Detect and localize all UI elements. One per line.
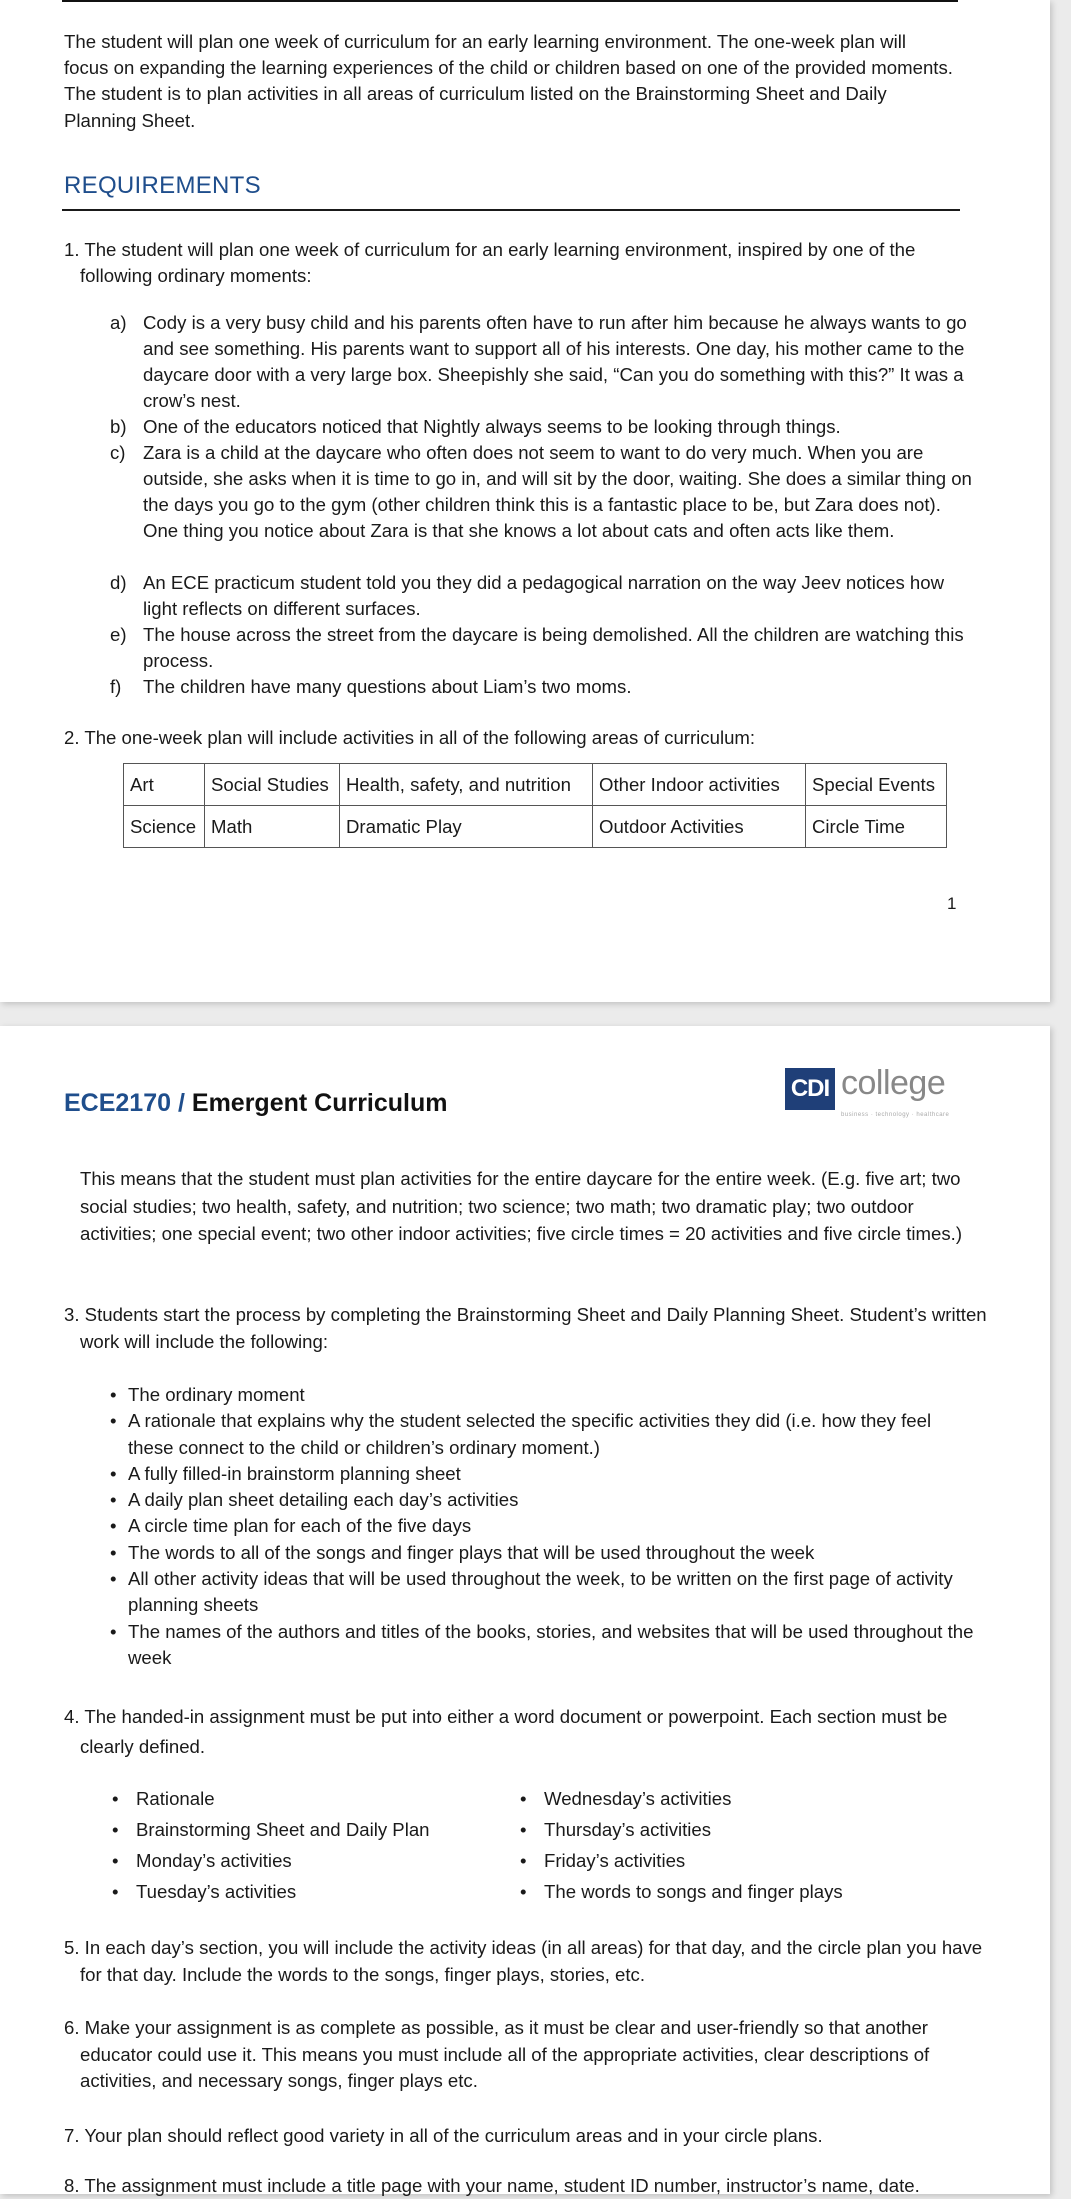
requirement-3: 3. Students start the process by completing the Brainstorming Sheet and Daily Planning Sheet. Student’s written work will include the following: xyxy=(64,1304,987,1352)
table-cell: Art xyxy=(124,764,205,806)
course-header xyxy=(64,1089,448,1118)
logo-mark: CDI xyxy=(785,1068,835,1110)
logo-tagline: business · technology · healthcare xyxy=(841,1112,950,1118)
list-item: • Friday’s activities xyxy=(520,1845,960,1876)
item4-left-list xyxy=(112,1783,492,1907)
intro-paragraph: The student will plan one week of curriculum for an early learning environment. The one-week plan will focus on expanding the learning experiences of the child or children based on one of the provided moments. The student is to plan activities in all areas of curriculum listed on the Brainstorming Sheet and Daily Planning Sheet. xyxy=(64,31,953,131)
table-cell: Social Studies xyxy=(205,764,340,806)
list-item: • The words to all of the songs and finger plays that will be used throughout the week xyxy=(110,1540,980,1566)
list-item: • Wednesday’s activities xyxy=(520,1783,960,1814)
requirement-5: 5. In each day’s section, you will include the activity ideas (in all areas) for that day, and the circle plan you have for that day. Include the words to the songs, finger plays, stories, etc. xyxy=(64,1937,983,1985)
table-cell: Dramatic Play xyxy=(340,806,593,848)
list-item: • The ordinary moment xyxy=(110,1382,980,1408)
item4-right-list xyxy=(520,1783,960,1907)
requirement-8: 8. The assignment must include a title page with your name, student ID number, instructor’s name, date. xyxy=(64,2175,920,2196)
requirement-7: 7. Your plan should reflect good variety in all of the curriculum areas and in your circle plans. xyxy=(64,2125,823,2146)
top-rule xyxy=(62,0,958,2)
list-item: • Monday’s activities xyxy=(112,1845,492,1876)
list-item: • A daily plan sheet detailing each day’s activities xyxy=(110,1487,980,1513)
list-item: • A rationale that explains why the student selected the specific activities they did (i.e. how they feel these connect to the child or children’s ordinary moment.) xyxy=(110,1408,980,1461)
list-item: • Tuesday’s activities xyxy=(112,1876,492,1907)
table-row xyxy=(124,806,947,848)
table-cell: Outdoor Activities xyxy=(593,806,806,848)
heading-rule xyxy=(62,209,960,211)
table-cell: Special Events xyxy=(806,764,947,806)
requirement-1: 1. The student will plan one week of curriculum for an early learning environment, inspired by one of the following ordinary moments: xyxy=(64,239,916,287)
requirements-heading: REQUIREMENTS xyxy=(64,172,261,199)
college-logo xyxy=(785,1066,950,1128)
table-cell: Health, safety, and nutrition xyxy=(340,764,593,806)
requirement-2: 2. The one-week plan will include activities in all of the following areas of curriculum: xyxy=(64,727,756,748)
list-item: • Brainstorming Sheet and Daily Plan xyxy=(112,1814,492,1845)
table-cell: Other Indoor activities xyxy=(593,764,806,806)
page-number: 1 xyxy=(947,894,957,913)
requirement-6: 6. Make your assignment is as complete as possible, as it must be clear and user-friendly so that another educator could use it. This means you must include all of the appropriate activities, clear descriptions of activities, and necessary songs, finger plays etc. xyxy=(64,2017,930,2091)
list-item: • The names of the authors and titles of the books, stories, and websites that will be used throughout the week xyxy=(110,1619,980,1672)
table-cell: Circle Time xyxy=(806,806,947,848)
list-item: • The words to songs and finger plays xyxy=(520,1876,960,1907)
logo-wordmark: college xyxy=(841,1064,946,1102)
list-item: • Rationale xyxy=(112,1783,492,1814)
curriculum-areas-table xyxy=(123,763,947,848)
list-item: • A fully filled-in brainstorm planning sheet xyxy=(110,1461,980,1487)
table-row xyxy=(124,764,947,806)
requirement-4: 4. The handed-in assignment must be put into either a word document or powerpoint. Each section must be clearly defined. xyxy=(64,1706,948,1757)
means-paragraph: This means that the student must plan activities for the entire daycare for the entire week. (E.g. five art; two social studies; two health, safety, and nutrition; two science; two math; two dramatic play; two outdoor activities; one special event; two other indoor activities; five circle times = 20 activities and five circle times.) xyxy=(80,1168,963,1245)
course-code: ECE2170 xyxy=(64,1089,172,1117)
item3-bullet-list xyxy=(110,1382,980,1671)
document-page-2 xyxy=(0,1026,1050,2194)
table-cell: Math xyxy=(205,806,340,848)
list-item: • Thursday’s activities xyxy=(520,1814,960,1845)
course-slash: / xyxy=(177,1089,185,1117)
list-item: • All other activity ideas that will be used throughout the week, to be written on the first page of activity planning sheets xyxy=(110,1566,980,1619)
document-page-1: The student will plan one week of curriculum for an early learning environment. The one-week plan will focus on expanding the learning experiences of the child or children based on one of the provided moments. The student is to plan activities in all areas of curriculum listed on the Brainstorming Sheet and Daily Planning Sheet. REQUIREMENTS 1. The student will plan one week of curriculum for an early learning environment, inspired by one of the following ordinary moments: a) Cody is a very busy child and his parents often have to run after him because he always wants to go and see something. His parents want to support all of his interests. One day, his mother came to the daycare door with a very large box. Sheepishly she said, “Can you do something with this?” It was a crow’s nest. b) One of the educators noticed that Nightly always seems to be looking through things. c) Zara is a child at the daycare who often does not seem to want to do very much. When you are outside, she asks when it is time to go in, and will sit by the door, waiting. She does a similar thing on the days you go to the gym (other children think this is a fantastic place to be, but Zara does not). One thing you notice about Zara is that she knows a lot about cats and often acts like them. d) An ECE practicum student told you they did a pedagogical narration on the way Jeev notices how light reflects on different surfaces. e) The house across the street from the daycare is being demolished. All the children are watching this process. f) The children have many questions about Liam’s two moms. 2. The one-week plan will include activities in all of the following areas of curriculum: Art Social Studies Health, safety, and nutrition Other Indoor activities Special Events Science Math Dramatic Play Outdoor Activities Circle Time 1 xyxy=(0,0,1050,1002)
course-title: Emergent Curriculum xyxy=(191,1089,448,1117)
table-cell: Science xyxy=(124,806,205,848)
list-item: • A circle time plan for each of the five days xyxy=(110,1513,980,1539)
